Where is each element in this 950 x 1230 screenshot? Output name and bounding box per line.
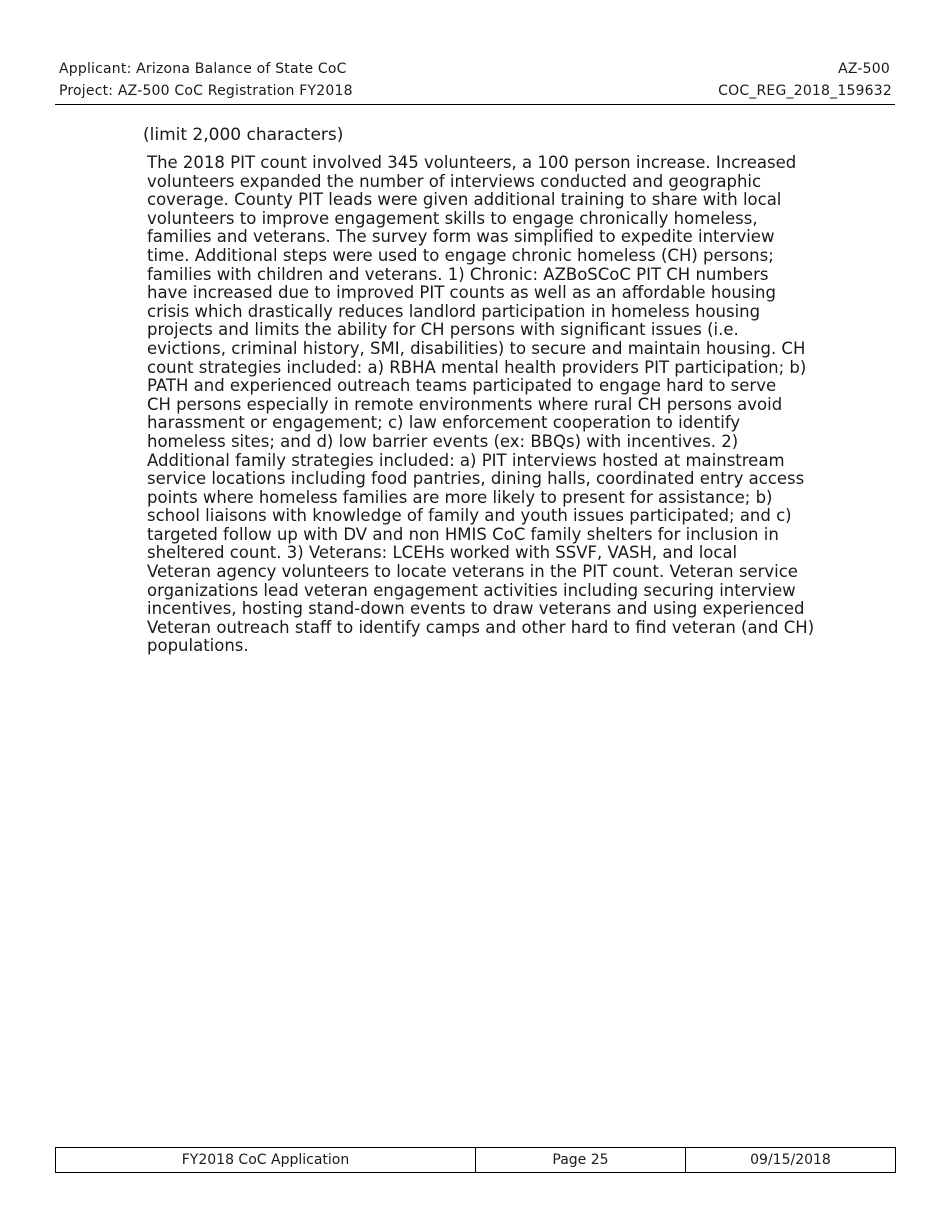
footer-page-number: Page 25 [476, 1148, 686, 1173]
answer-line: Additional family strategies included: a) PIT interviews hosted at mainstream [147, 450, 785, 470]
answer-line: families with children and veterans. 1) Chronic: AZBoSCoC PIT CH numbers [147, 264, 769, 284]
answer-line: harassment or engagement; c) law enforcement cooperation to identify [147, 413, 741, 433]
answer-text [147, 154, 819, 656]
footer-application-name: FY2018 CoC Application [56, 1148, 476, 1173]
page-footer [55, 1147, 896, 1173]
answer-line: have increased due to improved PIT counts as well as an affordable housing [147, 283, 776, 303]
character-limit-note: (limit 2,000 characters) [143, 125, 344, 145]
answer-line: incentives, hosting stand-down events to draw veterans and using experienced [147, 599, 805, 619]
answer-line: Veteran agency volunteers to locate veterans in the PIT count. Veteran service [147, 562, 798, 582]
answer-line: school liaisons with knowledge of family and youth issues participated; and c) [147, 506, 792, 526]
answer-line: projects and limits the ability for CH persons with significant issues (i.e. [147, 320, 739, 340]
footer-date: 09/15/2018 [686, 1148, 896, 1173]
answer-line: populations. [147, 636, 249, 656]
answer-line: count strategies included: a) RBHA mental health providers PIT participation; b) [147, 357, 807, 377]
answer-line: points where homeless families are more likely to present for assistance; b) [147, 487, 773, 507]
applicant-name: Applicant: Arizona Balance of State CoC [59, 61, 347, 77]
page-header [55, 58, 895, 105]
answer-line: The 2018 PIT count involved 345 volunteers, a 100 person increase. Increased [147, 153, 797, 172]
answer-line: crisis which drastically reduces landlord participation in homeless housing [147, 301, 761, 321]
answer-line: PATH and experienced outreach teams participated to engage hard to serve [147, 376, 777, 396]
answer-line: CH persons especially in remote environments where rural CH persons avoid [147, 394, 783, 414]
answer-line: targeted follow up with DV and non HMIS CoC family shelters for inclusion in [147, 524, 779, 544]
registration-id: COC_REG_2018_159632 [718, 83, 892, 99]
answer-line: time. Additional steps were used to engage chronic homeless (CH) persons; [147, 245, 774, 265]
answer-line: families and veterans. The survey form was simplified to expedite interview [147, 227, 775, 247]
project-name: Project: AZ-500 CoC Registration FY2018 [59, 83, 353, 99]
answer-line: service locations including food pantries, dining halls, coordinated entry access [147, 469, 805, 489]
answer-line: Veteran outreach staff to identify camps and other hard to find veteran (and CH) [147, 617, 815, 637]
answer-line: volunteers to improve engagement skills to engage chronically homeless, [147, 208, 758, 228]
answer-line: evictions, criminal history, SMI, disabilities) to secure and maintain housing. CH [147, 338, 806, 358]
answer-line: organizations lead veteran engagement activities including securing interview [147, 580, 796, 600]
answer-line: coverage. County PIT leads were given additional training to share with local [147, 190, 782, 210]
answer-line: sheltered count. 3) Veterans: LCEHs worked with SSVF, VASH, and local [147, 543, 738, 563]
coc-code: AZ-500 [838, 61, 890, 77]
answer-line: volunteers expanded the number of interviews conducted and geographic [147, 171, 762, 191]
answer-line: homeless sites; and d) low barrier events (ex: BBQs) with incentives. 2) [147, 431, 739, 451]
